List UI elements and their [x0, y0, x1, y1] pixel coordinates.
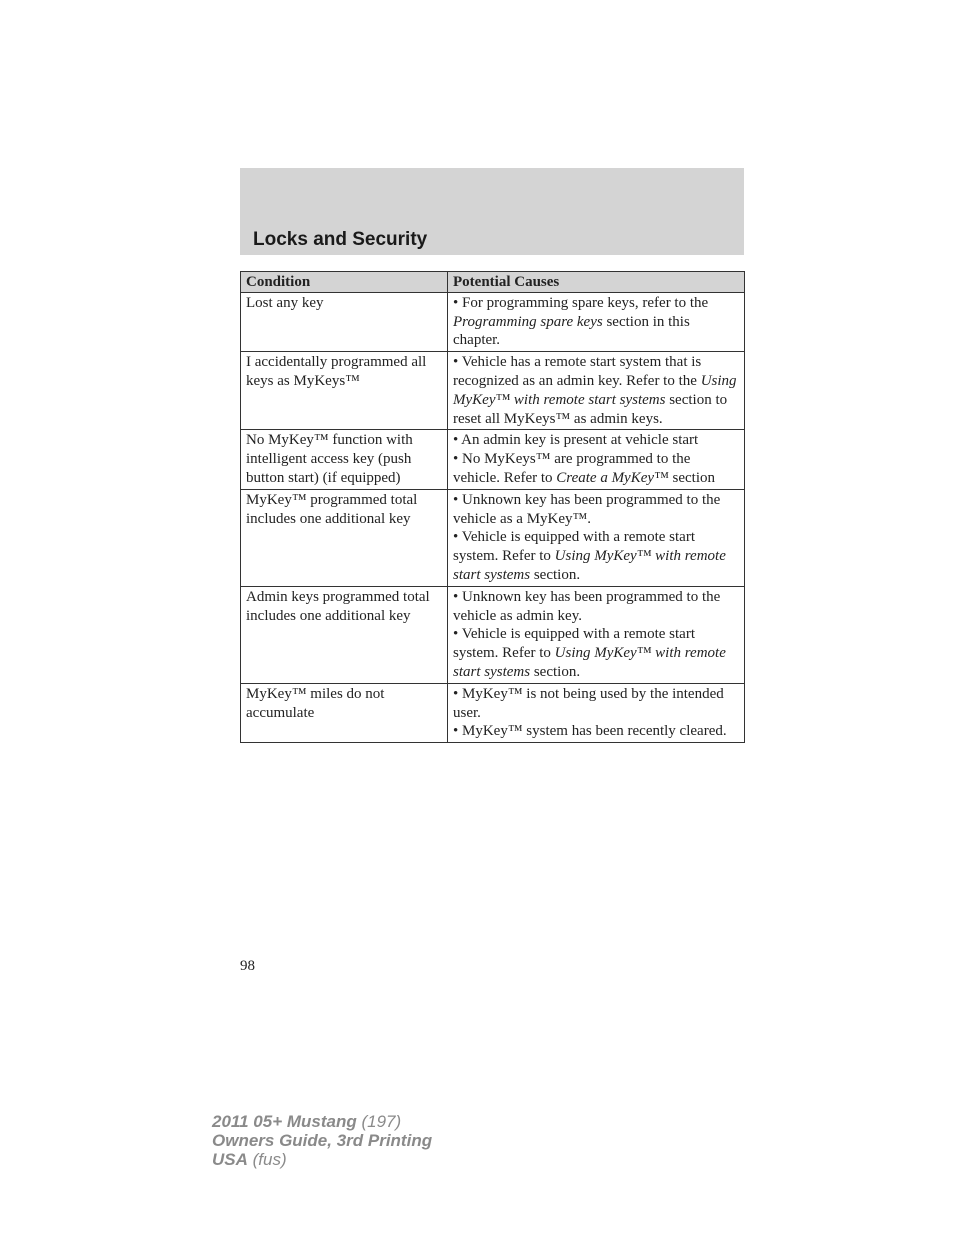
cause-text: • No MyKeys™ are programmed to the vehicle. Refer to	[453, 451, 691, 486]
cause-text: • MyKey™ system has been recently cleared.	[453, 723, 727, 740]
section-header-band	[240, 168, 744, 255]
cause-text: • Unknown key has been programmed to the vehicle as admin key.	[453, 588, 721, 624]
condition-cell: MyKey™ programmed total includes one additional key	[241, 489, 448, 586]
condition-cell: Lost any key	[241, 292, 448, 351]
cause-text: • Vehicle has a remote start system that is recognized as an admin key. Refer to the	[453, 354, 702, 389]
cause-text: • Vehicle is equipped with a remote start system. Refer to	[453, 529, 695, 565]
cause-text: • For programming spare keys, refer to the	[453, 294, 709, 311]
condition-cell: Admin keys programmed total includes one additional key	[241, 586, 448, 683]
cause-item	[453, 491, 739, 529]
cause-item	[453, 353, 739, 428]
table-row	[241, 489, 745, 586]
cause-item	[453, 685, 739, 723]
cause-text: • An admin key is present at vehicle start	[453, 432, 699, 449]
cause-item	[453, 294, 739, 350]
footer-guide-edition: Owners Guide, 3rd Printing	[212, 1131, 433, 1150]
potential-causes-cell	[448, 352, 745, 430]
footer-line-2	[212, 1131, 432, 1150]
section-reference: Using MyKey™ with remote start systems	[453, 548, 726, 583]
cause-item	[453, 450, 739, 488]
table-row	[241, 352, 745, 430]
table-body	[241, 292, 745, 742]
cause-text: section in this chapter.	[453, 313, 690, 349]
column-header-potential-causes: Potential Causes	[448, 272, 745, 293]
condition-cell: No MyKey™ function with intelligent access key (push button start) (if equipped)	[241, 430, 448, 489]
cause-item	[453, 722, 739, 741]
cause-text: • MyKey™ is not being used by the intended user.	[453, 685, 724, 721]
cause-text: section to reset all MyKeys™ as admin keys.	[453, 391, 728, 427]
cause-item	[453, 431, 739, 450]
table-row	[241, 430, 745, 489]
cause-text: section.	[530, 663, 581, 680]
cause-item	[453, 625, 739, 681]
document-footer	[212, 1112, 432, 1169]
footer-line-1	[212, 1112, 432, 1131]
cause-text: • Unknown key has been programmed to the vehicle as a MyKey™.	[453, 491, 721, 527]
column-header-condition: Condition	[241, 272, 448, 293]
section-title: Locks and Security	[253, 229, 428, 250]
potential-causes-cell	[448, 489, 745, 586]
cause-text: • Vehicle is equipped with a remote start system. Refer to	[453, 626, 695, 662]
cause-item	[453, 588, 739, 626]
table-header-row	[241, 272, 745, 293]
table-row	[241, 683, 745, 742]
table-row	[241, 586, 745, 683]
troubleshooting-table	[240, 271, 745, 743]
section-reference: Programming spare keys	[453, 313, 603, 330]
section-reference: Create a MyKey™	[556, 469, 669, 486]
potential-causes-cell	[448, 683, 745, 742]
potential-causes-cell	[448, 430, 745, 489]
section-reference: Using MyKey™ with remote start systems	[453, 645, 726, 680]
footer-line-3	[212, 1150, 432, 1169]
section-reference: Using MyKey™ with remote start systems	[453, 372, 737, 408]
potential-causes-cell	[448, 586, 745, 683]
cause-text: section	[668, 469, 715, 486]
footer-model: 2011 05+ Mustang	[212, 1112, 357, 1131]
condition-cell: I accidentally programmed all keys as MyKeys™	[241, 352, 448, 430]
condition-cell: MyKey™ miles do not accumulate	[241, 683, 448, 742]
footer-market: USA	[212, 1150, 248, 1169]
footer-model-code: (197)	[356, 1112, 402, 1131]
cause-item	[453, 528, 739, 584]
cause-text: section.	[530, 566, 581, 583]
page-number: 98	[240, 958, 255, 974]
footer-market-code: (fus)	[247, 1150, 287, 1169]
potential-causes-cell	[448, 292, 745, 351]
table-row	[241, 292, 745, 351]
